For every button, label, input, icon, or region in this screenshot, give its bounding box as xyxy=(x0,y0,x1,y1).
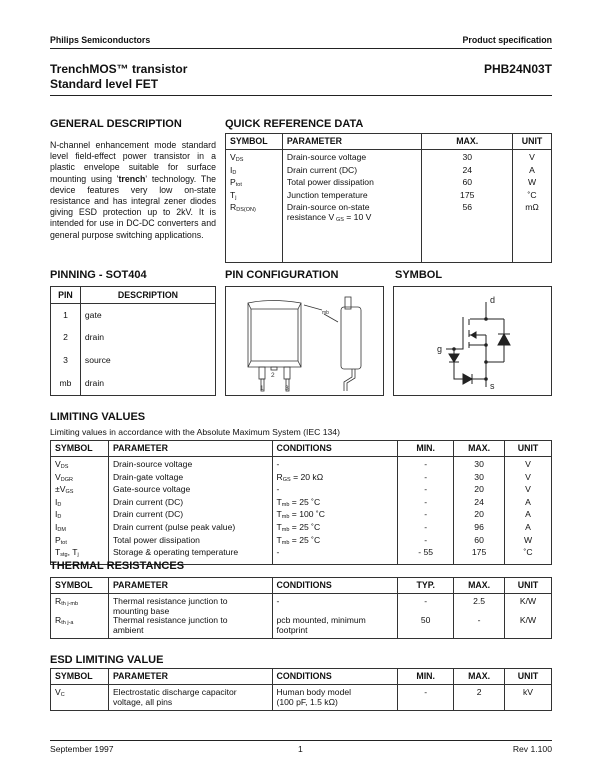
table-cell: 24 xyxy=(422,166,513,179)
table-cell: A xyxy=(513,166,552,179)
table-cell: - xyxy=(398,536,454,549)
table-cell: - xyxy=(272,457,398,473)
desc-text: ' technology. The device features very low on-state resistance and has integral zener diodes giving ESD protection up to 2kV. It is intended for use in DC-DC converters and general purpose switching applications. xyxy=(50,173,216,240)
table-cell: Drain current (pulse peak value) xyxy=(108,523,272,536)
table-cell: 60 xyxy=(422,178,513,191)
table-cell: - xyxy=(398,510,454,523)
part-number: PHB24N03T xyxy=(483,62,552,76)
table-cell: 20 xyxy=(454,510,505,523)
limiting-values-subtitle: Limiting values in accordance with the Absolute Maximum System (IEC 134) xyxy=(50,427,340,437)
table-cell: drain xyxy=(80,327,215,350)
table-cell: - xyxy=(398,594,454,617)
column-header: CONDITIONS xyxy=(272,578,398,594)
table-cell: 30 xyxy=(454,473,505,486)
table-cell: W xyxy=(513,178,552,191)
table-cell: Total power dissipation xyxy=(282,178,422,191)
table-cell: V xyxy=(513,150,552,166)
table-cell: pcb mounted, minimum footprint xyxy=(272,616,398,639)
column-header: TYP. xyxy=(398,578,454,594)
table-cell: Drain current (DC) xyxy=(108,498,272,511)
pinning-table xyxy=(50,286,216,396)
table-cell: drain xyxy=(80,373,215,396)
table-cell: 96 xyxy=(454,523,505,536)
table-cell: 2 xyxy=(454,685,505,711)
quick-reference-heading: QUICK REFERENCE DATA xyxy=(225,118,364,130)
table-cell: Drain-source voltage xyxy=(108,457,272,473)
table-cell: $T_{mb} = 25$ ˚C xyxy=(272,536,398,549)
table-cell: $T_{mb} = 25$ ˚C xyxy=(272,498,398,511)
table-cell: $R_{th j-a}$ xyxy=(51,616,109,639)
pin-configuration-diagram xyxy=(225,286,384,396)
header-row xyxy=(226,134,552,150)
pin2-label: 2 xyxy=(271,372,275,379)
footer-page: 1 xyxy=(298,744,303,754)
pin1-label: 1 xyxy=(260,385,264,392)
table-cell: $T_{mb} = 25$ ˚C xyxy=(272,523,398,536)
title-line1: TrenchMOS™ transistor xyxy=(50,62,188,76)
divider xyxy=(50,95,552,96)
table-cell: 24 xyxy=(454,498,505,511)
table-cell: $P_{tot}$ xyxy=(51,536,109,549)
table-row xyxy=(226,191,552,204)
table-cell: $V_{DGR}$ xyxy=(51,473,109,486)
table-cell: Total power dissipation xyxy=(108,536,272,549)
column-header: UNIT xyxy=(505,578,552,594)
table-row xyxy=(51,350,216,373)
table-cell: - xyxy=(398,473,454,486)
general-description-text xyxy=(50,140,216,241)
column-header: MIN. xyxy=(398,669,454,685)
table-cell: - xyxy=(398,523,454,536)
column-header: UNIT xyxy=(513,134,552,150)
column-header: UNIT xyxy=(505,441,552,457)
table-cell: $R_{th j-mb}$ xyxy=(51,594,109,617)
table-cell: Electrostatic discharge capacitor voltage, all pins xyxy=(108,685,272,711)
column-header: CONDITIONS xyxy=(272,669,398,685)
table-cell: $I_D$ xyxy=(226,166,283,179)
table-row xyxy=(226,150,552,166)
table-cell: - xyxy=(272,594,398,617)
column-header: PARAMETER xyxy=(108,441,272,457)
mosfet-symbol-icon xyxy=(394,287,550,394)
column-header: SYMBOL xyxy=(51,669,109,685)
table-cell: 2.5 xyxy=(454,594,505,617)
table-cell: Drain-source voltage xyxy=(282,150,422,166)
desc-text: N-channel enhancement mode standard level field-effect power transistor in a plastic envelope suitable for surface mounting using ' xyxy=(50,140,216,184)
table-row xyxy=(51,327,216,350)
column-header: SYMBOL xyxy=(226,134,283,150)
table-cell: V xyxy=(505,457,552,473)
table-cell: mb xyxy=(51,373,81,396)
symbol-heading: SYMBOL xyxy=(395,269,443,281)
table-cell: 20 xyxy=(454,485,505,498)
table-cell: - xyxy=(398,685,454,711)
table-cell: Gate-source voltage xyxy=(108,485,272,498)
spacer-row xyxy=(226,229,552,263)
table-cell: - 55 xyxy=(398,548,454,564)
table-cell: 30 xyxy=(422,150,513,166)
table-row xyxy=(51,373,216,396)
table-cell: - xyxy=(398,457,454,473)
footer-revision: Rev 1.100 xyxy=(512,744,552,754)
quick-reference-table xyxy=(225,133,552,263)
divider xyxy=(50,48,552,49)
header-row xyxy=(51,669,552,685)
mb-label: mb xyxy=(322,310,329,316)
esd-heading: ESD LIMITING VALUE xyxy=(50,654,164,666)
table-cell: $T_{mb} = 100$ ˚C xyxy=(272,510,398,523)
table-cell: - xyxy=(398,498,454,511)
table-row xyxy=(51,685,552,711)
table-cell: mΩ xyxy=(513,203,552,228)
table-cell: ˚C xyxy=(513,191,552,204)
table-cell: 175 xyxy=(454,548,505,564)
table-row xyxy=(226,178,552,191)
package-outline-icon xyxy=(226,287,382,394)
divider xyxy=(50,740,552,741)
table-cell: - xyxy=(454,616,505,639)
table-cell: A xyxy=(505,510,552,523)
table-row xyxy=(51,523,552,536)
thermal-heading: THERMAL RESISTANCES xyxy=(50,560,185,572)
table-cell: Drain current (DC) xyxy=(282,166,422,179)
table-cell: V xyxy=(505,473,552,486)
column-header: PARAMETER xyxy=(282,134,422,150)
column-header: PIN xyxy=(51,287,81,304)
table-cell: $R_{DS(ON)}$ xyxy=(226,203,283,228)
table-row xyxy=(51,457,552,473)
table-cell: Drain-source on-state resistance V $_{GS}$ = 10 V xyxy=(282,203,422,228)
table-cell: kV xyxy=(505,685,552,711)
table-cell: $T_j$ xyxy=(226,191,283,204)
table-cell: 56 xyxy=(422,203,513,228)
column-header: SYMBOL xyxy=(51,578,109,594)
table-cell: 3 xyxy=(51,350,81,373)
column-header: SYMBOL xyxy=(51,441,109,457)
table-cell: source xyxy=(80,350,215,373)
table-cell: 1 xyxy=(51,304,81,327)
table-row xyxy=(51,304,216,327)
column-header: MAX. xyxy=(454,441,505,457)
desc-bold: trench xyxy=(118,173,146,184)
column-header: CONDITIONS xyxy=(272,441,398,457)
table-cell: - xyxy=(398,485,454,498)
doc-type: Product specification xyxy=(462,35,552,45)
footer-date: September 1997 xyxy=(50,744,114,754)
table-row xyxy=(226,203,552,228)
limiting-values-table xyxy=(50,440,552,565)
gate-label: g xyxy=(437,344,443,354)
table-cell: Drain-gate voltage xyxy=(108,473,272,486)
table-cell: Human body model (100 pF, 1.5 kΩ) xyxy=(272,685,398,711)
thermal-table xyxy=(50,577,552,639)
table-cell: - xyxy=(272,485,398,498)
table-cell: $I_D$ xyxy=(51,498,109,511)
header-row xyxy=(51,441,552,457)
table-cell: A xyxy=(505,523,552,536)
column-header: DESCRIPTION xyxy=(80,287,215,304)
table-cell: Storage & operating temperature xyxy=(108,548,272,564)
table-cell: 50 xyxy=(398,616,454,639)
pinning-heading: PINNING - SOT404 xyxy=(50,269,147,281)
table-cell: $P_{tot}$ xyxy=(226,178,283,191)
column-header: UNIT xyxy=(505,669,552,685)
table-cell: V xyxy=(505,485,552,498)
pin3-label: 3 xyxy=(285,385,289,392)
table-cell: $T_{stg}$, $T_j$ xyxy=(51,548,109,564)
table-cell: Junction temperature xyxy=(282,191,422,204)
column-header: PARAMETER xyxy=(108,669,272,685)
title-line2: Standard level FET xyxy=(50,77,159,91)
table-row xyxy=(51,594,552,617)
table-cell: ˚C xyxy=(505,548,552,564)
table-cell: A xyxy=(505,498,552,511)
pin-configuration-heading: PIN CONFIGURATION xyxy=(225,269,339,281)
table-cell: Thermal resistance junction to ambient xyxy=(108,616,272,639)
source-label: s xyxy=(490,381,495,391)
table-row xyxy=(226,166,552,179)
table-cell: K/W xyxy=(505,594,552,617)
general-description-heading: GENERAL DESCRIPTION xyxy=(50,118,182,130)
table-cell: 60 xyxy=(454,536,505,549)
drain-label: d xyxy=(490,295,496,305)
table-cell: Thermal resistance junction to mounting base xyxy=(108,594,272,617)
header-row xyxy=(51,287,216,304)
table-cell: 30 xyxy=(454,457,505,473)
table-cell: Drain current (DC) xyxy=(108,510,272,523)
table-cell: K/W xyxy=(505,616,552,639)
column-header: MIN. xyxy=(398,441,454,457)
table-row xyxy=(51,616,552,639)
table-cell: $\pm V_{GS}$ xyxy=(51,485,109,498)
column-header: MAX. xyxy=(454,578,505,594)
mosfet-symbol-diagram xyxy=(393,286,552,396)
column-header: MAX. xyxy=(422,134,513,150)
table-cell: 2 xyxy=(51,327,81,350)
table-cell: $I_D$ xyxy=(51,510,109,523)
table-cell: $V_C$ xyxy=(51,685,109,711)
table-cell: - xyxy=(272,548,398,564)
header-row xyxy=(51,578,552,594)
column-header: MAX. xyxy=(454,669,505,685)
esd-table xyxy=(50,668,552,711)
table-row xyxy=(51,485,552,498)
table-cell: W xyxy=(505,536,552,549)
table-cell: $I_{DM}$ xyxy=(51,523,109,536)
table-cell: 175 xyxy=(422,191,513,204)
table-cell: gate xyxy=(80,304,215,327)
table-cell: $V_{DS}$ xyxy=(51,457,109,473)
column-header: PARAMETER xyxy=(108,578,272,594)
company-name: Philips Semiconductors xyxy=(50,35,151,45)
limiting-values-heading: LIMITING VALUES xyxy=(50,411,146,423)
table-cell: $R_{GS} = 20$ kΩ xyxy=(272,473,398,486)
table-cell: $V_{DS}$ xyxy=(226,150,283,166)
